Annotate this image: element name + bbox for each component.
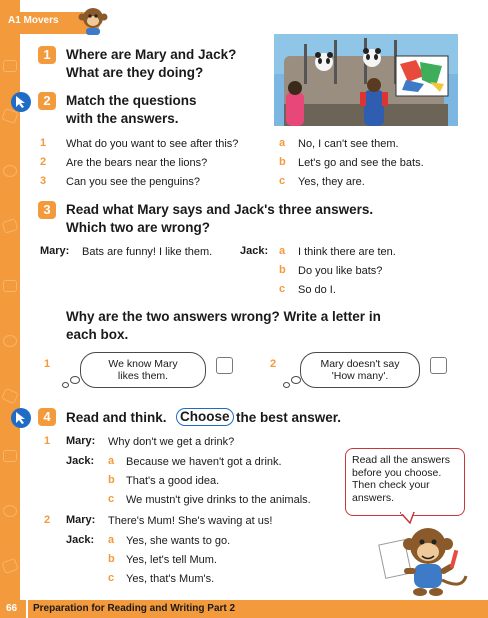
speaker-mary: Mary:: [40, 245, 70, 257]
speaker-mary: Mary:: [66, 435, 96, 447]
bubble-text-line2: likes them.: [117, 370, 169, 382]
answer-letter: c: [279, 175, 286, 187]
jack-answer: Yes, that's Mum's.: [126, 573, 215, 585]
mary-line: Why don't we get a drink?: [108, 436, 235, 448]
question-number: 3: [40, 175, 47, 187]
question-number: 1: [40, 137, 47, 149]
tip-line1: Read all the answers: [352, 454, 451, 466]
jack-answer: I think there are ten.: [298, 246, 396, 258]
tip-line3: Then check your: [352, 479, 430, 491]
section-3-heading-line1: Read what Mary says and Jack's three answers.: [66, 202, 374, 217]
cursor-icon: [11, 92, 31, 112]
answer-letter: a: [108, 455, 115, 467]
section-4-heading-start: Read and think.: [66, 410, 167, 425]
speaker-jack: Jack:: [66, 534, 95, 546]
section-2-heading-line2: with the answers.: [66, 111, 179, 126]
answer-letter: c: [108, 572, 115, 584]
section-3-subheading-line1: Why are the two answers wrong? Write a letter in: [66, 309, 381, 324]
thought-tail: [291, 376, 301, 384]
match-question: Can you see the penguins?: [66, 176, 200, 188]
speaker-jack: Jack:: [66, 455, 95, 467]
section-1-heading-line2: What are they doing?: [66, 65, 204, 80]
answer-box[interactable]: [430, 357, 447, 374]
answer-letter: a: [108, 534, 115, 546]
bubble-text-line1: Mary doesn't say: [320, 358, 400, 370]
thought-bubble: [300, 352, 420, 388]
zoo-illustration: [274, 34, 458, 126]
question-number: 2: [44, 514, 51, 526]
jack-answer: So do I.: [298, 284, 336, 296]
answer-letter: b: [279, 156, 286, 168]
sidebar-decoration: [0, 0, 20, 600]
footer-title: Preparation for Reading and Writing Part 2: [33, 603, 236, 614]
section-2-heading-line1: Match the questions: [66, 93, 197, 108]
tip-line4: answers.: [352, 491, 395, 504]
answer-letter: c: [108, 493, 115, 505]
section-3-subheading-line2: each box.: [66, 327, 129, 342]
jack-answer: Because we haven't got a drink.: [126, 456, 282, 468]
jack-answer: We mustn't give drinks to the animals.: [126, 494, 311, 506]
speaker-mary: Mary:: [66, 514, 96, 526]
cursor-icon: [11, 408, 31, 428]
thought-tail: [283, 382, 290, 388]
section-3-heading-line2: Which two are wrong?: [66, 220, 210, 235]
footer-divider: [26, 600, 28, 618]
monkey-mascot-icon: [76, 4, 110, 36]
answer-letter: c: [279, 283, 286, 295]
section-number-3: 3: [38, 201, 56, 219]
answer-letter: a: [279, 137, 286, 149]
jack-answer: Yes, let's tell Mum.: [126, 554, 217, 566]
answer-letter: b: [108, 553, 115, 565]
jack-answer: Do you like bats?: [298, 265, 383, 277]
match-answer: Yes, they are.: [298, 176, 365, 188]
mary-line: There's Mum! She's waving at us!: [108, 515, 273, 527]
tip-line2: before you choose.: [352, 466, 442, 479]
answer-letter: b: [108, 474, 115, 486]
thought-tail: [62, 382, 69, 388]
match-answer: No, I can't see them.: [298, 138, 399, 150]
mary-line: Bats are funny! I like them.: [82, 246, 213, 258]
section-1-heading-line1: Where are Mary and Jack?: [66, 47, 237, 62]
level-tag: A1 Movers: [8, 15, 59, 26]
match-question: What do you want to see after this?: [66, 138, 239, 150]
bubble-text-line1: We know Mary: [108, 358, 178, 370]
tip-speech-bubble: [345, 448, 465, 516]
question-number: 2: [40, 156, 47, 168]
answer-letter: b: [279, 264, 286, 276]
thought-tail: [70, 376, 80, 384]
match-question: Are the bears near the lions?: [66, 157, 208, 169]
answer-box[interactable]: [216, 357, 233, 374]
answer-letter: a: [279, 245, 286, 257]
match-answer: Let's go and see the bats.: [298, 157, 424, 169]
highlighted-word-choose: Choose: [176, 408, 234, 426]
speaker-jack: Jack:: [240, 245, 269, 257]
monkey-reading-icon: [378, 520, 474, 600]
jack-answer: That's a good idea.: [126, 475, 220, 487]
jack-answer: Yes, she wants to go.: [126, 535, 231, 547]
thought-bubble: [80, 352, 206, 388]
question-number: 1: [44, 435, 51, 447]
page-number: 66: [6, 603, 18, 614]
bubble-number: 1: [44, 358, 51, 370]
section-4-heading-end: the best answer.: [236, 410, 342, 425]
section-number-1: 1: [38, 46, 56, 64]
section-number-4: 4: [38, 408, 56, 426]
bubble-text-line2: 'How many'.: [331, 370, 389, 382]
section-number-2: 2: [38, 92, 56, 110]
bubble-number: 2: [270, 358, 277, 370]
